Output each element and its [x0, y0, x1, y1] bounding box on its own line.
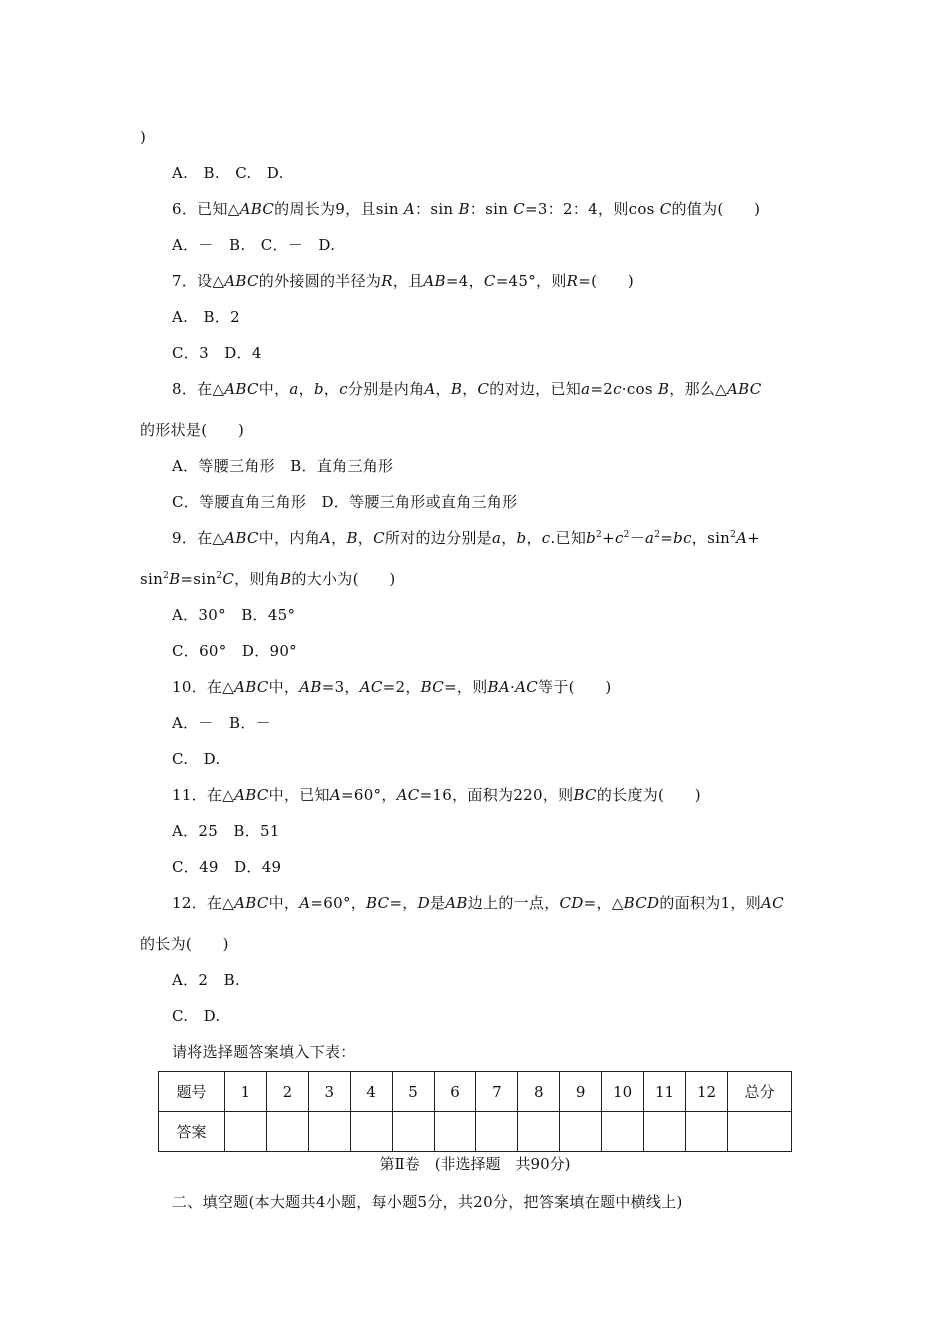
answer-cell[interactable] [644, 1112, 686, 1152]
option-line: A．25 B．51 [172, 822, 280, 840]
option-line: C．49 D．49 [172, 858, 282, 876]
answer-cell[interactable] [560, 1112, 602, 1152]
table-header-cell: 12 [685, 1072, 727, 1112]
question-12: 12．在△ABC中，A=60°，BC=，D是AB边上的一点，CD=，△BCD的面积为1，则AC [172, 894, 784, 912]
answer-cell[interactable] [602, 1112, 644, 1152]
table-header-cell: 7 [476, 1072, 518, 1112]
option-line: C．60° D．90° [172, 642, 297, 660]
answer-cell[interactable] [434, 1112, 476, 1152]
answer-table [158, 1071, 792, 1152]
option-line: A．等腰三角形 B．直角三角形 [172, 457, 394, 475]
section-heading: 二、填空题(本大题共4小题，每小题5分，共20分，把答案填在题中横线上) [172, 1193, 683, 1211]
answer-cell[interactable] [685, 1112, 727, 1152]
table-row [159, 1112, 792, 1152]
table-header-cell: 6 [434, 1072, 476, 1112]
table-header-cell: 10 [602, 1072, 644, 1112]
answer-cell[interactable] [266, 1112, 308, 1152]
answer-cell[interactable] [225, 1112, 267, 1152]
answer-cell[interactable] [476, 1112, 518, 1152]
table-header-cell: 4 [350, 1072, 392, 1112]
section-caption: 第Ⅱ卷 (非选择题 共90分) [379, 1155, 571, 1173]
table-header-cell: 8 [518, 1072, 560, 1112]
text-line: ) [140, 128, 147, 146]
table-header-cell: 1 [225, 1072, 267, 1112]
answer-cell[interactable] [728, 1112, 792, 1152]
table-header-cell: 5 [392, 1072, 434, 1112]
question-7: 7．设△ABC的外接圆的半径为R，且AB=4，C=45°，则R=( ) [172, 272, 635, 290]
table-row [159, 1072, 792, 1112]
text-line: $\sin^2B=\sin^2C$，则角B的大小为( ) [140, 570, 396, 588]
table-header-cell: 总分 [728, 1072, 792, 1112]
option-line: C．3 D．4 [172, 344, 262, 362]
text-line: 的形状是( ) [140, 421, 245, 439]
answer-cell[interactable] [308, 1112, 350, 1152]
option-line: C. D. [172, 750, 221, 768]
question-9: 9．在△ABC中，内角A，B，C所对的边分别是a，b，c.已知$b^2+c^2-a^2=bc$，$\sin^2A+$ [172, 529, 761, 547]
table-instruction: 请将选择题答案填入下表： [172, 1043, 356, 1061]
answer-cell[interactable] [518, 1112, 560, 1152]
table-row-label: 答案 [159, 1112, 225, 1152]
question-11: 11．在△ABC中，已知A=60°，AC=16，面积为220，则BC的长度为( ) [172, 786, 701, 804]
option-line: C．等腰直角三角形 D．等腰三角形或直角三角形 [172, 493, 518, 511]
option-line: A. B. C. D. [172, 164, 284, 182]
answer-cell[interactable] [350, 1112, 392, 1152]
text-line: 的长为( ) [140, 935, 229, 953]
option-line: A. B．2 [172, 308, 240, 326]
table-header-cell: 11 [644, 1072, 686, 1112]
table-header-cell: 3 [308, 1072, 350, 1112]
option-line: C. D. [172, 1007, 221, 1025]
answer-cell[interactable] [392, 1112, 434, 1152]
question-10: 10．在△ABC中，AB=3，AC=2，BC=，则BA·AC等于( ) [172, 678, 612, 696]
option-line: A．30° B．45° [172, 606, 296, 624]
table-header-cell: 9 [560, 1072, 602, 1112]
option-line: A．2 B. [172, 971, 240, 989]
question-6: 6．已知△ABC的周长为9，且sin A：sin B：sin C=3：2：4，则cos C的值为( ) [172, 200, 761, 218]
question-8: 8．在△ABC中，a，b，c分别是内角A，B，C的对边，已知a=2c·cos B，那么△ABC [172, 380, 762, 398]
option-line: A．－ B．－ [172, 714, 271, 732]
table-header-cell: 题号 [159, 1072, 225, 1112]
table-header-cell: 2 [266, 1072, 308, 1112]
option-line: A．－ B. C．－ D. [172, 236, 336, 254]
